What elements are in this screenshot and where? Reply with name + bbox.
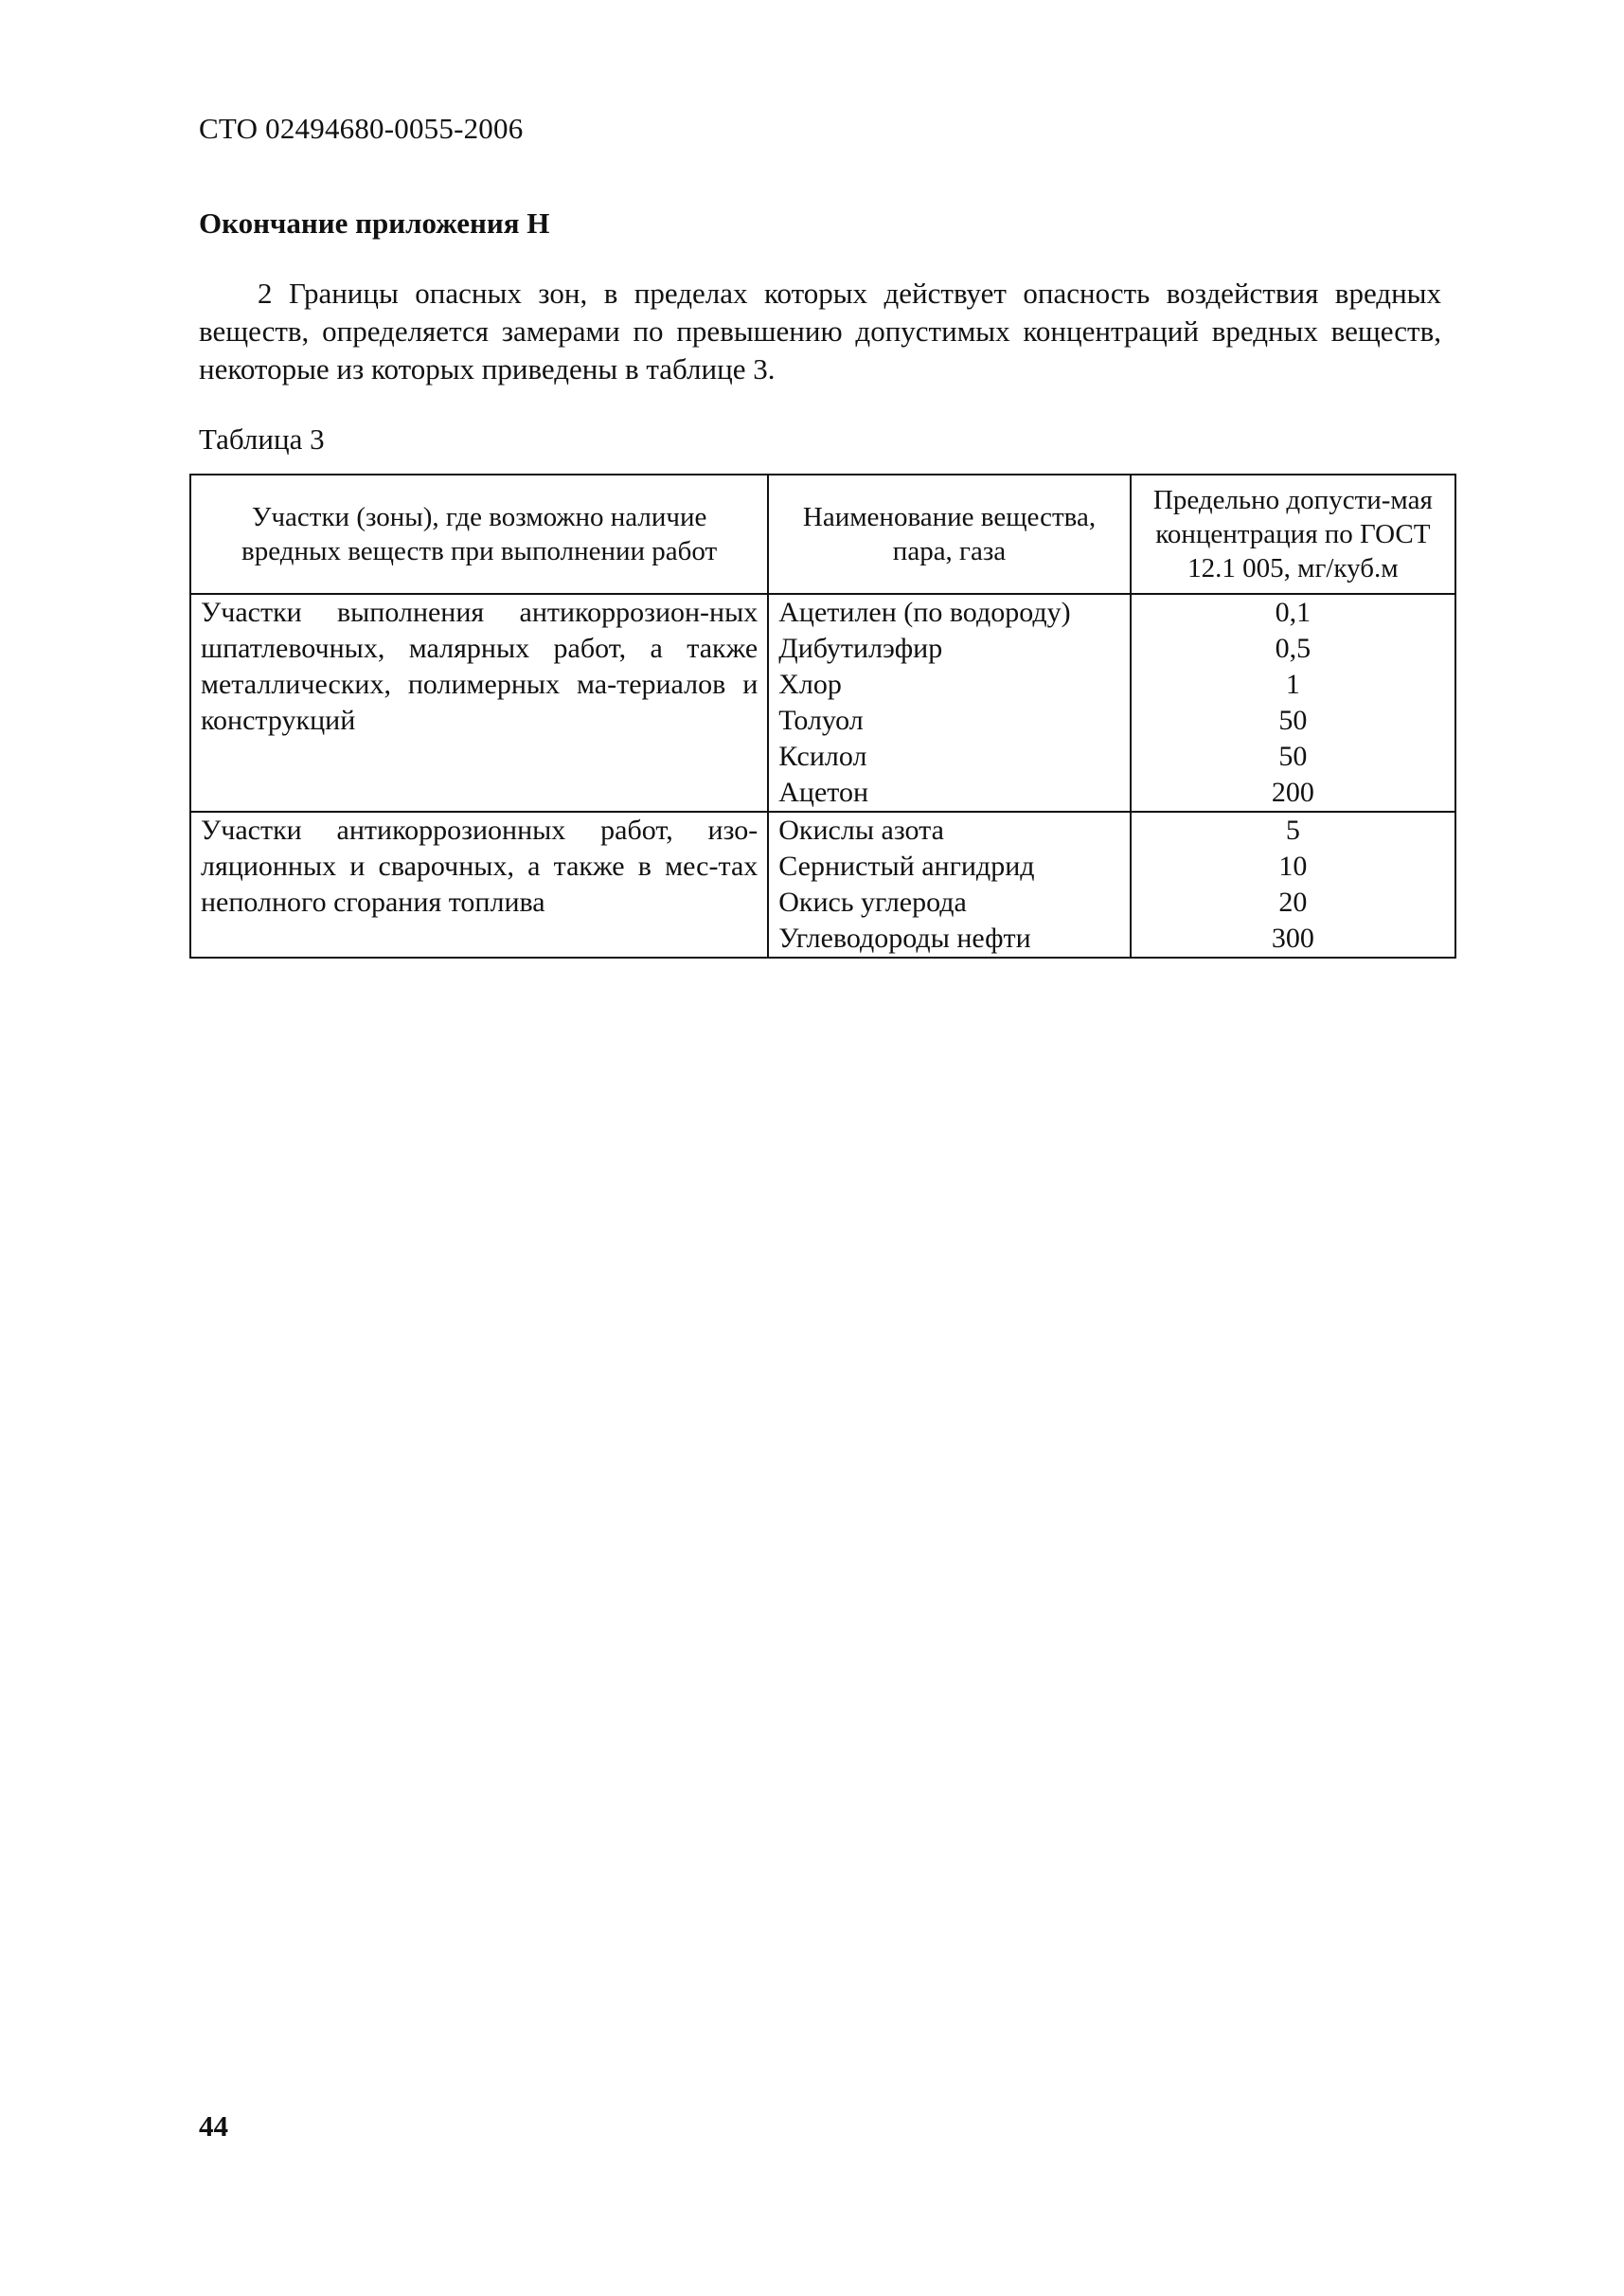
- limit-value: 1: [1285, 669, 1300, 700]
- substance-name: Ацетилен (по водороду): [778, 597, 1071, 628]
- limit-cell: [1131, 594, 1455, 812]
- limit-value: 200: [1271, 777, 1314, 808]
- limit-value: 300: [1271, 923, 1314, 954]
- table-header-row: [190, 475, 1455, 594]
- limit-value: 20: [1278, 887, 1308, 918]
- limit-value: 0,1: [1275, 597, 1312, 628]
- document-code: СТО 02494680-0055-2006: [199, 112, 524, 145]
- substance-name: Хлор: [778, 669, 842, 700]
- substance-name: Толуол: [778, 705, 864, 736]
- table-row: [190, 812, 1455, 958]
- zone-cell: Участки выполнения антикоррозион-ных шпатлевочных, малярных работ, а также металлических, полимерных ма-териалов и конструкций: [190, 594, 768, 812]
- limit-value: 50: [1278, 741, 1308, 772]
- substance-cell: [768, 812, 1130, 958]
- limit-value: 5: [1285, 815, 1300, 846]
- substance-name: Углеводороды нефти: [778, 923, 1031, 954]
- substance-name: Окислы азота: [778, 815, 944, 846]
- header-limit: Предельно допусти-мая концентрация по ГОСТ 12.1 005, мг/куб.м: [1131, 475, 1455, 594]
- table-caption: Таблица 3: [199, 422, 325, 456]
- table-row: [190, 594, 1455, 812]
- appendix-title: Окончание приложения Н: [199, 206, 550, 240]
- substance-name: Окись углерода: [778, 887, 967, 918]
- substance-name: Ксилол: [778, 741, 867, 772]
- limit-cell: [1131, 812, 1455, 958]
- substance-name: Сернистый ангидрид: [778, 851, 1035, 882]
- substance-name: Ацетон: [778, 777, 869, 808]
- limit-value: 10: [1278, 851, 1308, 882]
- limit-value: 0,5: [1275, 633, 1312, 664]
- substance-name: Дибутилэфир: [778, 633, 943, 664]
- limit-value: 50: [1278, 705, 1308, 736]
- body-paragraph: 2 Границы опасных зон, в пределах которых действует опасность воздействия вредных веществ, определяется замерами по превышению допустимых концентраций вредных веществ, некоторые из которых приведены в таблице 3.: [199, 277, 1441, 386]
- header-zone: Участки (зоны), где возможно наличие вредных веществ при выполнении работ: [190, 475, 768, 594]
- hazard-concentration-table: [189, 474, 1456, 959]
- header-substance: Наименование вещества, пара, газа: [768, 475, 1130, 594]
- page-number: 44: [199, 2109, 228, 2143]
- substance-cell: [768, 594, 1130, 812]
- zone-cell: Участки антикоррозионных работ, изо-ляционных и сварочных, а также в мес-тах неполного сгорания топлива: [190, 812, 768, 958]
